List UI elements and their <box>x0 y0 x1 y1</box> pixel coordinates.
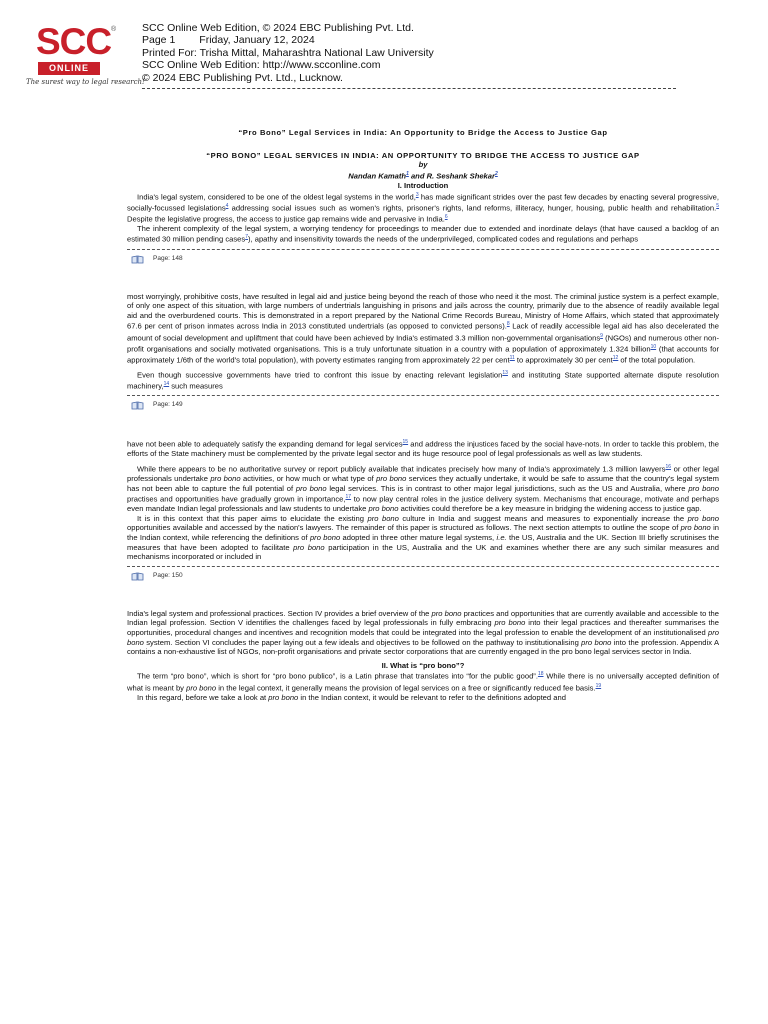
text-run: Even though successive governments have tried to confront this issue by enacting relevant legislation <box>137 370 503 380</box>
footnote-link[interactable]: 18 <box>537 671 544 678</box>
text-run: opportunities available and accessed by the nation's lawyers. The remainder of this paper is structured as follows. The next section attempts to outline the scope of <box>127 523 681 533</box>
text-run: have not been able to adequately satisfy the expanding demand for legal services <box>127 439 403 449</box>
footnote-link[interactable]: 10 <box>650 343 657 350</box>
logo-registered-mark: ® <box>111 26 117 33</box>
byline-authors <box>127 170 719 181</box>
italic-text: pro bono <box>367 513 399 523</box>
text-run: India's legal system and professional practices. Section IV provides a brief overview of the <box>127 608 432 618</box>
footnote-link[interactable]: 4 <box>225 202 229 209</box>
footnote-link[interactable]: 5 <box>716 202 720 209</box>
footnote-link[interactable]: 2 <box>494 170 498 177</box>
text-run: addressing social issues such as women's rights, prisoner's rights, land reforms, illiteracy, hunger, housing, public health and rehabilitation. <box>228 203 717 213</box>
book-icon <box>131 401 144 410</box>
footnote-link[interactable]: 15 <box>402 439 409 446</box>
print-header <box>142 22 434 84</box>
footnote-link[interactable]: 11 <box>509 354 515 361</box>
text-run: adopted in three other mature legal systems, <box>340 533 497 543</box>
paragraph <box>127 224 719 245</box>
text-run: Lack of readily accessible legal aid has also decelerated the amount of social development and upliftment that could have been achieved by India's estimated 3.3 million non-governmental organisations <box>127 321 720 343</box>
text-run: of the total population. <box>618 355 696 365</box>
italic-text: pro bono <box>186 683 217 693</box>
paragraph <box>127 191 719 224</box>
text-run: into their legal practices and thereafter summarises the opportunities, procedural changes and incentives and recognition models that could be integrated into the legal profession to enable the development of an institutionalised <box>127 618 719 638</box>
footnote-link[interactable]: 8 <box>506 321 510 328</box>
text-run: system. Section VI concludes the paper laying out a few ideals and objectives to be followed on the pathway to institutionalising <box>143 637 582 647</box>
article-title-caps: “PRO BONO” LEGAL SERVICES IN INDIA: AN OPPORTUNITY TO BRIDGE THE ACCESS TO JUSTICE GAP <box>206 150 640 160</box>
logo-tagline: The surest way to legal research! <box>26 78 145 86</box>
paragraph <box>127 369 719 391</box>
header-copyright: © 2024 EBC Publishing Pvt. Ltd., Lucknow. <box>142 71 343 84</box>
section-heading: I. Introduction <box>397 180 449 190</box>
italic-text: pro bono <box>494 618 526 628</box>
italic-text: pro bono <box>268 692 299 702</box>
italic-text: pro bono <box>309 533 341 543</box>
text-run: and instituting State supported alternate dispute resolution machinery, <box>127 370 719 391</box>
text-run: activities could therefore be a key measure in bridging the widening access to justice gap. <box>398 504 702 514</box>
text-run: to now play central roles in the justice delivery system. Mechanisms that encourage, motivate and perhaps even mandate Indian legal professionals and law students to undertake <box>127 494 719 514</box>
text-run: (that accounts for approximately 1/6th of the world's total population), with poverty estimates ranging from approximately 22 per cent <box>127 344 719 365</box>
italic-text: pro bono <box>688 483 719 493</box>
text-run: activities, or how much or what type of <box>240 473 377 483</box>
text-run: or other legal professionals undertake <box>127 464 719 483</box>
header-date: Friday, January 12, 2024 <box>199 34 315 47</box>
footnote-link[interactable]: 19 <box>595 682 602 689</box>
page-number-label: Page: 149 <box>153 401 183 409</box>
footnote-link[interactable]: 7 <box>245 234 248 241</box>
footnote-link[interactable]: 3 <box>415 191 419 198</box>
italic-text: pro bono <box>687 513 720 523</box>
italic-text: pro bono <box>431 608 462 618</box>
paragraph <box>127 514 719 562</box>
text-run: (NGOs) and numerous other non-profit organisations and socially motivated organisations. This is a truly unfortunate situation in a country with a population of approximately 1.324 billion <box>127 333 719 354</box>
section-heading: II. What is “pro bono”? <box>381 660 465 670</box>
text-run: practises and opportunities have gradually grown in importance, <box>127 494 346 504</box>
byline-by: by <box>418 160 428 170</box>
text-run: legal services. This is in contrast to other major legal jurisdictions, such as the US and Australia, where <box>326 483 689 493</box>
header-page: Page 1 <box>142 34 176 47</box>
italic-text: pro bono <box>210 473 241 483</box>
article-body <box>127 128 719 702</box>
book-icon <box>131 572 144 581</box>
footnote-link[interactable]: 12 <box>612 354 619 361</box>
page-number-label: Page: 150 <box>153 571 183 579</box>
italic-text: pro bono <box>295 483 327 493</box>
footnote-link[interactable]: 13 <box>502 369 508 376</box>
text-run: and address the injustices faced by the social have-nots. In order to tackle this problem, the efforts of the State machinery must be complemented by the private legal sector and its huge resource pool of legal professionals as well as law students. <box>127 439 719 459</box>
italic-text: pro bono <box>581 637 612 647</box>
footnote-link[interactable]: 1 <box>406 170 409 177</box>
footnote-link[interactable]: 14 <box>163 381 170 387</box>
paragraph <box>127 463 719 514</box>
page-break-149 <box>127 395 719 418</box>
logo-online-band: ONLINE <box>38 62 100 75</box>
text-run: Despite the legislative progress, the access to justice gap remains wide and pervasive in India. <box>127 214 445 224</box>
text-run: practices and opportunities that are currently available and accessible to the Indian legal profession. Section V identifies the challenges faced by legal professionals in fully embracing <box>127 608 719 628</box>
text-run: It is in this context that this paper aims to elucidate the existing <box>137 513 368 523</box>
header-divider <box>142 88 676 89</box>
header-edition: SCC Online Web Edition, © 2024 EBC Publishing Pvt. Ltd. <box>142 22 414 34</box>
paragraph <box>127 609 719 657</box>
text-run: participation in the US, Australia and the UK and examines whether there are any such similar measures and mechanisms incorporated or included in <box>127 542 719 562</box>
scc-online-logo <box>26 20 145 92</box>
text-run: into the profession. Appendix A contains a non-exhaustive list of NGOs, non-profit organisations and private sector corporations that are currently engaged in the pro bono legal services sector in India. <box>127 637 720 657</box>
text-run: in the Indian context, while referencing the definitions of <box>127 523 719 543</box>
page-break-148 <box>127 249 719 272</box>
italic-text: i.e. <box>496 533 507 543</box>
logo-wordmark: SCC <box>36 21 112 62</box>
text-run: most worryingly, prohibitive costs, have resulted in legal aid and justice being beyond the reach of those who need it the most. The criminal justice system is a perfect example, of only one aspect of this situation, with large numbers of undertrials languishing in prisons and jails across the country, primarily due to the absence of readily available legal aid and the overburdened courts. This is demonstrated in a report prepared by the National Crime Records Bureau, Ministry of Home Affairs, which stated that approximately 67.6 per cent of prison inmates across India in 2013 constituted undertrials (as opposed to convicted persons). <box>127 291 719 331</box>
italic-text: pro bono <box>680 523 711 533</box>
italic-text: pro bono <box>293 542 325 552</box>
text-run: ), apathy and insensitivity towards the needs of the underprivileged, complicated codes and regulations and perhaps <box>247 235 639 244</box>
text-run: in the Indian context, it would be relevant to refer to the definitions adopted and <box>298 692 566 702</box>
footnote-link[interactable]: 17 <box>345 494 352 501</box>
text-run: to approximately 30 per cent <box>514 355 613 365</box>
book-icon <box>131 255 144 264</box>
text-run: in the legal context, it generally means the provision of legal services on a free or significantly reduced fee basis. <box>216 683 596 693</box>
text-run: such measures <box>169 381 223 391</box>
text-run: India's legal system, considered to be one of the oldest legal systems in the world, <box>137 192 416 202</box>
article-title: “Pro Bono” Legal Services in India: An Opportunity to Bridge the Access to Justice Gap <box>238 128 608 137</box>
italic-text: pro bono <box>368 504 399 514</box>
header-page-line <box>142 34 434 46</box>
paragraph <box>127 670 719 692</box>
byline-and: and <box>408 171 427 181</box>
header-printed-for: Printed For: Trisha Mittal, Maharashtra National Law University <box>142 46 434 59</box>
text-run: The inherent complexity of the legal system, a worrying tendency for proceedings to meander due to extended and inordinate delays (that have caused a backlog of an estimated 30 million pending cases <box>127 223 719 244</box>
text-run: While there is no universally accepted definition of what is meant by <box>127 671 719 693</box>
paragraph <box>127 292 719 365</box>
footnote-link[interactable]: 6 <box>444 213 448 220</box>
footnote-link[interactable]: 16 <box>665 463 672 470</box>
text-run: While there appears to be no authoritative survey or report publicly available that indicates precisely how many of India's approximately 1.3 million lawyers <box>137 464 666 474</box>
italic-text: pro bono <box>376 473 407 483</box>
page-number-label: Page: 148 <box>153 254 183 262</box>
author-2: R. Seshank Shekar <box>426 171 495 181</box>
header-web: SCC Online Web Edition: http://www.scconline.com <box>142 59 381 72</box>
text-run: has made significant strides over the past few decades by enacting several progressive, socially-focussed legislations <box>127 192 719 213</box>
page-break-150 <box>127 566 719 589</box>
author-1: Nandan Kamath <box>348 171 407 181</box>
paragraph <box>127 438 719 459</box>
text-run: culture in India and suggest means and measures to exponentially increase the <box>398 513 688 523</box>
italic-text: pro bono <box>127 628 719 647</box>
text-run: The term “pro bono”, which is short for “pro bono publico”, is a Latin phrase that translates into “for the public good”. <box>137 671 538 681</box>
text-run: services they actually undertake, it would be safe to assume that the country's legal system has not been able to capture the full potential of <box>127 473 719 493</box>
paragraph <box>127 693 719 703</box>
text-run: the US, Australia and the UK. Section III briefly scrutinises the measures that have been adopted to facilitate <box>127 533 719 552</box>
text-run: In this regard, before we take a look at <box>137 692 269 702</box>
footnote-link[interactable]: 9 <box>600 332 603 339</box>
